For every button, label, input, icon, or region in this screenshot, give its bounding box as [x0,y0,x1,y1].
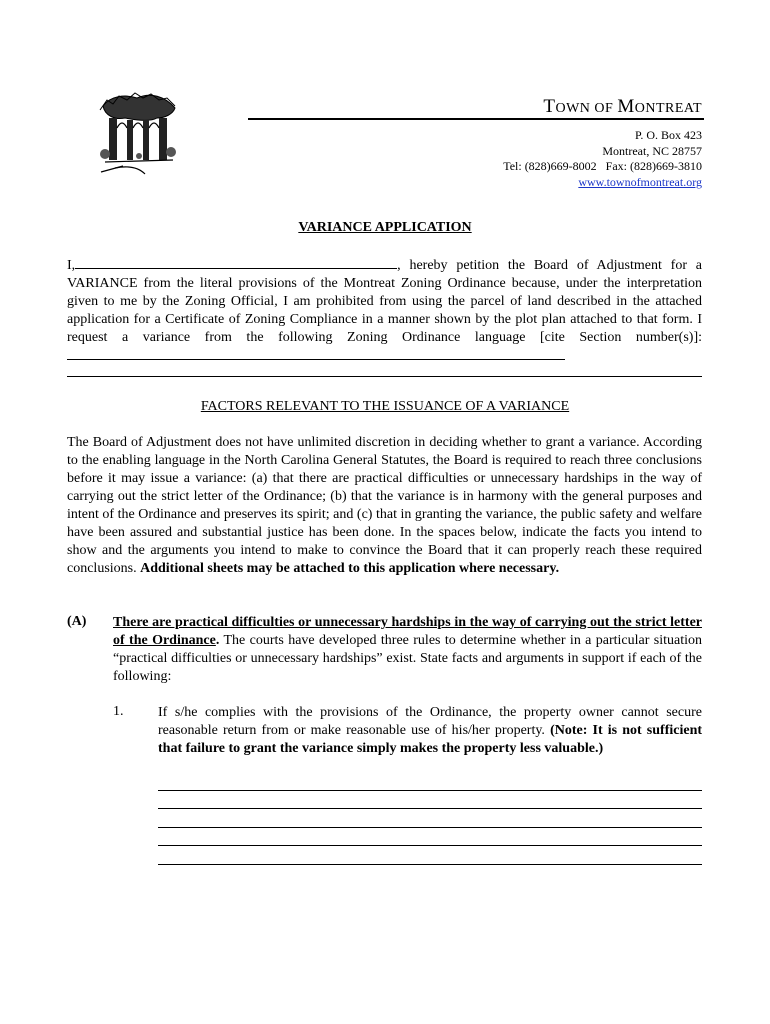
town-title [400,96,702,118]
intro-text: , hereby petition the Board of Adjustment for a VARIANCE from the literal provisions of the Montreat Zoning Ordinance because, under the interpretation given to me by the Zoning Official, I am prohibited from using the parcel of land described in the attached application for a Certificate of Zoning Compliance in a manner shown by the plot plan attached to that form. I request a variance from the following Zoning Ordinance language [cite Section number(s)]: [67,258,702,345]
section-a-label: (A) [67,614,87,629]
answer-line-1[interactable] [158,790,702,791]
section-a-text: The courts have developed three rules to determine whether in a particular situation “practical difficulties or unnecessary hardships” exist. State facts and arguments in support if each of the following: [113,633,703,684]
town-title-part-2: ONTREAT [634,101,702,116]
answer-line-2[interactable] [158,808,702,809]
po-box: P. O. Box 423 [634,128,702,142]
intro-prefix: I, [67,258,76,273]
city-address: Montreat, NC 28757 [602,144,702,158]
section-a-heading: There are practical difficulties or unnecessary hardships in the way of carrying out the strict letter of the Ordinance [113,615,702,648]
website-link[interactable]: www.townofmontreat.org [578,175,702,189]
section-a-body: There are practical difficulties or unnecessary hardships in the way of carrying out the strict letter of the Ordinance. The courts have developed three rules to determine whether in a particular situation “practical difficulties or unnecessary hardships” exist. State facts and arguments in support if each of the following: [113,615,703,684]
section-cite-continuation-line[interactable] [67,376,702,377]
section-numbers-blank[interactable] [67,347,565,360]
form-title: VARIANCE APPLICATION [298,220,472,235]
answer-line-5[interactable] [158,864,702,865]
intro-paragraph [67,256,702,366]
phone-fax: Tel: (828)669-8002 Fax: (828)669-3810 [503,159,702,173]
factors-bold-note: Additional sheets may be attached to this application where necessary. [140,561,560,576]
item-1-number: 1. [113,704,124,719]
factors-text: The Board of Adjustment does not have unlimited discretion in deciding whether to grant a variance. According to the enabling language in the North Carolina General Statutes, the Board is required to reach three conclusions before it may issue a variance: (a) that there are practical difficulties or unnecessary hardships in the way of carrying out the strict letter of the Ordinance; (b) that the variance is in harmony with the general purposes and intent of the Ordinance and preserves its spirit; and (c) that in granting the variance, the public safety and welfare have been assured and substantial justice has been done. In the spaces below, indicate the facts you intend to show and the arguments you intend to make to convince the Board that it can properly reach these required conclusions. [67,435,702,576]
answer-line-3[interactable] [158,827,702,828]
item-1-body [158,704,702,758]
town-title-initial-t: T [543,96,556,117]
item-1-text: If s/he complies with the provisions of the Ordinance, the property owner cannot secure reasonable return from or make reasonable use of his/her property. [158,705,702,738]
factors-heading: FACTORS RELEVANT TO THE ISSUANCE OF A VARIANCE [200,399,570,414]
town-logo-illustration [95,88,180,178]
item-1-note: (Note: It is not sufficient that failure to grant the variance simply makes the property less valuable.) [158,723,703,756]
answer-line-4[interactable] [158,845,702,846]
town-title-part-1: OWN OF [555,101,618,116]
website-wrapper [400,174,702,190]
factors-paragraph [67,434,702,578]
applicant-name-blank[interactable] [75,256,397,269]
town-title-initial-m: M [617,96,635,117]
header-rule [248,118,704,120]
